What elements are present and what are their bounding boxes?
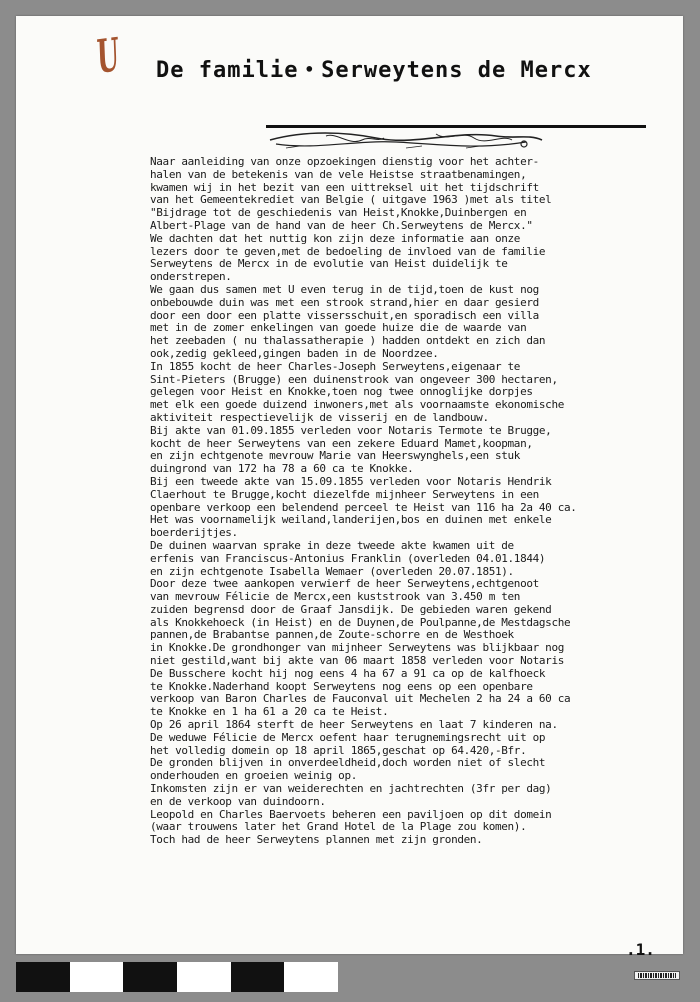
text-line: ook,zedig gekleed,gingen baden in de Noordzee. <box>150 346 439 360</box>
text-line: boerderijtjes. <box>150 526 238 540</box>
color-scale-bar <box>16 962 338 992</box>
text-line: aktiviteit respectievelijk de visserij en de landbouw. <box>150 410 489 424</box>
text-line: Claerhout te Brugge,kocht diezelfde mijnheer Serweytens in een <box>150 487 539 501</box>
text-line: Bij een tweede akte van 15.09.1855 verleden voor Notaris Hendrik <box>150 474 552 488</box>
scale-bar-segment <box>70 962 124 992</box>
text-line: kocht de heer Serweytens van een zekere Eduard Mamet,koopman, <box>150 436 533 450</box>
text-line: te Knokke en 1 ha 61 a 20 ca te Heist. <box>150 705 389 719</box>
text-line: van het Gemeentekrediet van Belgie ( uitgave 1963 )met als titel <box>150 193 552 207</box>
page-number: .1. <box>626 940 655 959</box>
text-line: met elk een goede duizend inwoners,met als voornaamste ekonomische <box>150 398 564 412</box>
text-line: te Knokke.Naderhand koopt Serweytens nog eens op een openbare <box>150 679 533 693</box>
text-line: door een door een platte vissersschuit,en sporadisch een villa <box>150 308 539 322</box>
text-line: De duinen waarvan sprake in deze tweede akte kwamen uit de <box>150 538 514 552</box>
text-line: en zijn echtgenote mevrouw Marie van Heerswynghels,een stuk <box>150 449 521 463</box>
text-line: het volledig domein op 18 april 1865,geschat op 64.420,-Bfr. <box>150 743 527 757</box>
text-line: Toch had de heer Serweytens plannen met zijn gronden. <box>150 833 483 847</box>
scale-bar-segment <box>284 962 338 992</box>
text-line: Sint-Pieters (Brugge) een duinenstrook van ongeveer 300 hectaren, <box>150 372 558 386</box>
scale-bar-segment <box>123 962 177 992</box>
document-page <box>16 16 683 959</box>
text-line: Op 26 april 1864 sterft de heer Serweytens en laat 7 kinderen na. <box>150 718 558 732</box>
text-line: Inkomsten zijn er van weiderechten en jachtrechten (3fr per dag) <box>150 782 552 796</box>
text-line: en zijn echtgenote Isabella Wemaer (overleden 20.07.1851). <box>150 564 514 578</box>
title-separator: • <box>304 60 316 79</box>
text-line: onderstrepen. <box>150 270 232 284</box>
text-line: De Busschere kocht hij nog eens 4 ha 67 a 91 ca op de kalfhoeck <box>150 666 546 680</box>
text-line: onderhouden en groeien weinig op. <box>150 769 357 783</box>
text-line: De weduwe Félicie de Mercx oefent haar terugnemingsrecht uit op <box>150 730 546 744</box>
text-line: als Knokkehoeck (in Heist) en de Duynen,de Poulpanne,de Mestdagsche <box>150 615 571 629</box>
flourish-ornament <box>266 128 546 154</box>
text-line: kwamen wij in het bezit van een uittreksel uit het tijdschrift <box>150 180 539 194</box>
text-line: verkoop van Baron Charles de Fauconval uit Mechelen 2 ha 24 a 60 ca <box>150 692 571 706</box>
text-line: van mevrouw Félicie de Mercx,een kuststrook van 3.450 m ten <box>150 590 521 604</box>
scale-bar-segment <box>16 962 70 992</box>
text-line: met in de zomer enkelingen van goede huize die de waarde van <box>150 321 527 335</box>
text-line: en de verkoop van duindoorn. <box>150 794 326 808</box>
text-line: (waar trouwens later het Grand Hotel de la Plage zou komen). <box>150 820 527 834</box>
text-line: Bij akte van 01.09.1855 verleden voor Notaris Termote te Brugge, <box>150 423 552 437</box>
body-text <box>150 156 670 847</box>
document-title <box>156 58 656 83</box>
text-line: Door deze twee aankopen verwierf de heer Serweytens,echtgenoot <box>150 577 539 591</box>
text-line: zuiden begrensd door de Graaf Jansdijk. De gebieden waren gekend <box>150 602 552 616</box>
text-line: onbebouwde duin was met een strook strand,hier en daar gesierd <box>150 295 539 309</box>
text-line: niet gestild,want bij akte van 06 maart 1858 verleden voor Notaris <box>150 654 564 668</box>
text-line: openbare verkoop een belendend perceel te Heist van 116 ha 2a 40 ca. <box>150 500 577 514</box>
text-line: We gaan dus samen met U even terug in de tijd,toen de kust nog <box>150 282 539 296</box>
scale-bar-segment <box>177 962 231 992</box>
text-line: "Bijdrage tot de geschiedenis van Heist,Knokke,Duinbergen en <box>150 206 527 220</box>
text-line: duingrond van 172 ha 78 a 60 ca te Knokke. <box>150 462 414 476</box>
barcode-icon <box>638 973 676 978</box>
handwritten-mark: U <box>95 27 120 84</box>
text-line: in Knokke.De grondhonger van mijnheer Serweytens was blijkbaar nog <box>150 641 564 655</box>
text-line: gelegen voor Heist en Knokke,toen nog twee onnoglijke dorpjes <box>150 385 533 399</box>
title-left: De familie <box>156 58 299 83</box>
scale-bar-segment <box>231 962 285 992</box>
text-line: Serweytens de Mercx in de evolutie van Heist duidelijk te <box>150 257 508 271</box>
text-line: Albert-Plage van de hand van de heer Ch.Serweytens de Mercx." <box>150 218 533 232</box>
text-line: In 1855 kocht de heer Charles-Joseph Serweytens,eigenaar te <box>150 359 521 373</box>
text-line: pannen,de Brabantse pannen,de Zoute-schorre en de Westhoek <box>150 628 514 642</box>
text-line: lezers door te geven,met de bedoeling de invloed van de familie <box>150 244 546 258</box>
text-line: het zeebaden ( nu thalassatherapie ) hadden ontdekt en zich dan <box>150 334 546 348</box>
text-line: Leopold en Charles Baervoets beheren een paviljoen op dit domein <box>150 807 552 821</box>
title-right: Serweytens de Mercx <box>321 58 592 83</box>
text-line: halen van de betekenis van de vele Heistse straatbenamingen, <box>150 167 527 181</box>
barcode-label <box>634 971 680 980</box>
text-line: Naar aanleiding van onze opzoekingen dienstig voor het achter- <box>150 155 539 168</box>
text-line: Het was voornamelijk weiland,landerijen,bos en duinen met enkele <box>150 513 552 527</box>
text-line: erfenis van Franciscus-Antonius Franklin (overleden 04.01.1844) <box>150 551 546 565</box>
text-line: De gronden blijven in onverdeeldheid,doch worden niet of slecht <box>150 756 546 770</box>
text-line: We dachten dat het nuttig kon zijn deze informatie aan onze <box>150 231 521 245</box>
